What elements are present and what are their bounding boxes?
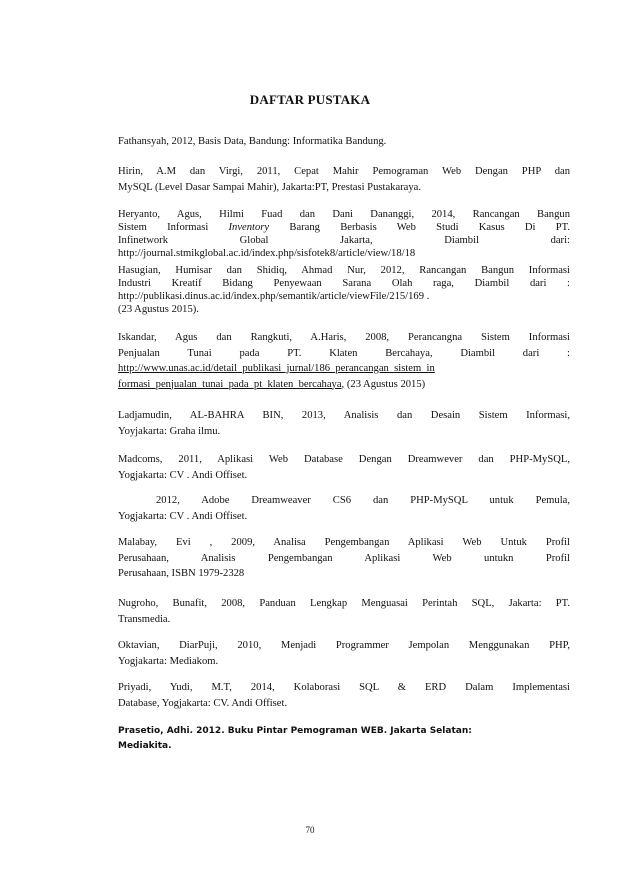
- reference-line: Yogjakarta: CV . Andi Offiset.: [118, 469, 248, 481]
- reference-line: formasi_penjualan_tunai_pada_pt_klaten_bercahaya, (23 Agustus 2015): [118, 378, 426, 390]
- page-number: 70: [305, 825, 315, 835]
- reference-line: Fathansyah, 2012, Basis Data, Bandung: Informatika Bandung.: [118, 136, 387, 147]
- reference-line: MySQL (Level Dasar Sampai Mahir), Jakarta:PT, Prestasi Pustakaraya.: [118, 181, 422, 193]
- reference-line: Madcoms, 2011, Aplikasi Web Database Dengan Dreamwever dan PHP-MySQL,: [118, 454, 570, 465]
- reference-entry: [118, 596, 570, 627]
- reference-line: Ladjamudin, AL-BAHRA BIN, 2013, Analisis dan Desain Sistem Informasi,: [118, 410, 570, 421]
- reference-line: Yoyjakarta: Graha ilmu.: [118, 425, 221, 437]
- reference-line: Perusahaan, Analisis Pengembangan Aplikasi Web untukn Profil: [118, 552, 570, 564]
- reference-line: Industri Kreatif Bidang Penyewaan Sarana Olah raga, Diambil dari :: [118, 278, 570, 289]
- reference-entry: [118, 164, 570, 195]
- reference-url: http://publikasi.dinus.ac.id/index.php/semantik/article/viewFile/215/169 .: [118, 291, 430, 302]
- reference-entry: [118, 638, 570, 669]
- reference-line: Yogjakarta: Mediakom.: [118, 655, 219, 667]
- reference-line: Database, Yogjakarta: CV. Andi Offiset.: [118, 697, 288, 709]
- reference-line: Sistem Informasi Inventory Barang Berbasis Web Studi Kasus Di PT.: [118, 222, 570, 233]
- reference-line: Hasugian, Humisar dan Shidiq, Ahmad Nur, 2012, Rancangan Bangun Informasi: [118, 265, 570, 276]
- reference-line: Oktavian, DiarPuji, 2010, Menjadi Programmer Jempolan Menggunakan PHP,: [118, 640, 570, 651]
- reference-url[interactable]: formasi_penjualan_tunai_pada_pt_klaten_bercahaya,: [118, 378, 345, 390]
- reference-line: Nugroho, Bunafit, 2008, Panduan Lengkap Menguasai Perintah SQL, Jakarta: PT.: [118, 598, 570, 609]
- italic-term: Inventory: [228, 222, 270, 233]
- reference-entry: [118, 724, 570, 754]
- reference-entry: [118, 330, 570, 392]
- reference-entry: [118, 408, 570, 439]
- reference-line: (23 Agustus 2015).: [118, 304, 199, 315]
- reference-line: Iskandar, Agus dan Rangkuti, A.Haris, 2008, Perancangna Sistem Informasi: [118, 332, 570, 343]
- reference-entry: [118, 680, 570, 711]
- reference-url: http://journal.stmikglobal.ac.id/index.php/sisfotek8/article/view/18/18: [118, 248, 416, 259]
- reference-line: Infinetwork Global Jakarta, Diambil dari:: [118, 235, 570, 246]
- reference-line: 2012, Adobe Dreamweaver CS6 dan PHP-MySQL untuk Pemula,: [156, 495, 570, 506]
- reference-line: Malabay, Evi , 2009, Analisa Pengembangan Aplikasi Web Untuk Profil: [118, 537, 570, 548]
- reference-entry: [118, 535, 570, 582]
- reference-line: Hirin, A.M dan Virgi, 2011, Cepat Mahir Pemograman Web Dengan PHP dan: [118, 166, 570, 177]
- reference-line: Mediakita.: [118, 741, 172, 751]
- reference-entry: [118, 493, 570, 524]
- reference-entry: [118, 264, 570, 316]
- reference-line: Perusahaan, ISBN 1979-2328: [118, 568, 245, 579]
- reference-line: Transmedia.: [118, 613, 171, 625]
- reference-line: Prasetio, Adhi. 2012. Buku Pintar Pemograman WEB. Jakarta Selatan:: [118, 726, 472, 736]
- reference-entry: [118, 134, 570, 150]
- reference-line: Heryanto, Agus, Hilmi Fuad dan Dani Dananggi, 2014, Rancangan Bangun: [118, 209, 570, 220]
- reference-line: Yogjakarta: CV . Andi Offiset.: [118, 510, 248, 522]
- page-title: DAFTAR PUSTAKA: [249, 92, 371, 107]
- reference-line: Priyadi, Yudi, M.T, 2014, Kolaborasi SQL & ERD Dalam Implementasi: [118, 682, 570, 693]
- reference-url[interactable]: http://www.unas.ac.id/detail_publikasi_jurnal/186_perancangan_sistem_in: [118, 363, 435, 374]
- reference-entry: [118, 452, 570, 483]
- reference-line: Penjualan Tunai pada PT. Klaten Bercahaya, Diambil dari :: [118, 347, 570, 359]
- reference-entry: [118, 208, 570, 260]
